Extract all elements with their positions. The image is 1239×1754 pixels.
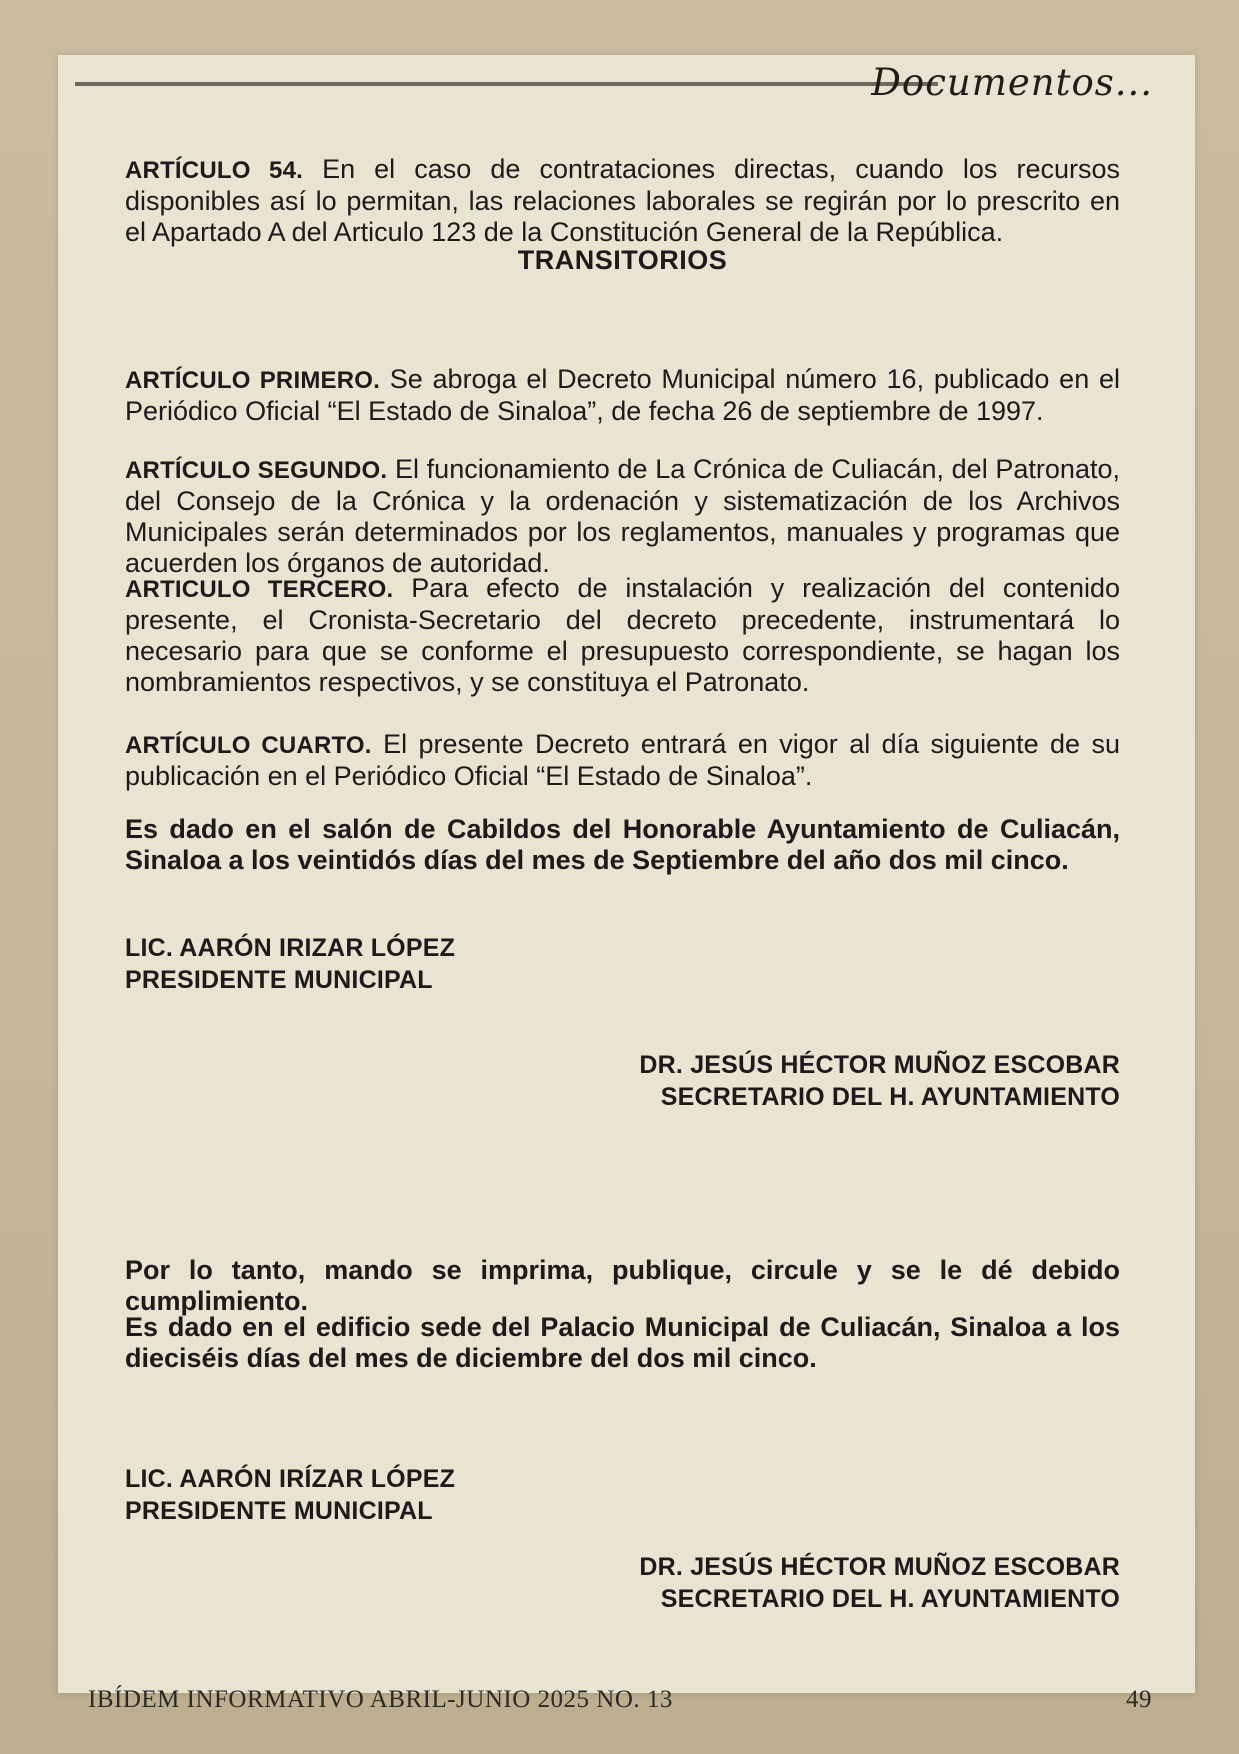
article-cuarto-text: El presente Decreto entrará en vigor al día siguiente de su publicación en el Periódico Oficial “El Estado de Sinaloa”. bbox=[125, 729, 1120, 791]
article-primero-label: ARTÍCULO PRIMERO. bbox=[125, 367, 380, 394]
article-primero-paragraph bbox=[125, 364, 1120, 427]
article-cuarto-paragraph bbox=[125, 729, 1120, 792]
signature-title: SECRETARIO DEL H. AYUNTAMIENTO bbox=[660, 1083, 1120, 1111]
signature-block-president-1 bbox=[125, 932, 1120, 996]
article-primero-text: Se abroga el Decreto Municipal número 16, publicado en el Periódico Oficial “El Estado de Sinaloa”, de fecha 26 de septiembre de 1997. bbox=[125, 364, 1120, 426]
signature-block-secretary-2 bbox=[125, 1551, 1120, 1615]
article-cuarto-label: ARTÍCULO CUARTO. bbox=[125, 732, 372, 759]
signature-name: LIC. AARÓN IRIZAR LÓPEZ bbox=[125, 934, 456, 962]
article-tercero-paragraph bbox=[125, 573, 1120, 698]
signature-name: DR. JESÚS HÉCTOR MUÑOZ ESCOBAR bbox=[639, 1553, 1120, 1581]
footer-journal-line: IBÍDEM INFORMATIVO ABRIL-JUNIO 2025 NO. 13 bbox=[88, 1686, 673, 1713]
article-tercero-label: ARTICULO TERCERO. bbox=[125, 576, 394, 603]
article-segundo-label: ARTÍCULO SEGUNDO. bbox=[125, 457, 388, 484]
header-rule bbox=[75, 82, 938, 86]
signature-title: SECRETARIO DEL H. AYUNTAMIENTO bbox=[660, 1585, 1120, 1613]
closing-paragraph-palacio: Es dado en el edificio sede del Palacio Municipal de Culiacán, Sinaloa a los dieciséis días del mes de diciembre del dos mil cinco. bbox=[125, 1312, 1120, 1373]
article-54-paragraph bbox=[125, 154, 1120, 248]
signature-name: DR. JESÚS HÉCTOR MUÑOZ ESCOBAR bbox=[639, 1051, 1120, 1079]
closing-paragraph-mandate: Por lo tanto, mando se imprima, publique, circule y se le dé debido cumplimiento. bbox=[125, 1255, 1120, 1316]
article-segundo-paragraph bbox=[125, 454, 1120, 579]
signature-title: PRESIDENTE MUNICIPAL bbox=[125, 966, 433, 994]
signature-title: PRESIDENTE MUNICIPAL bbox=[125, 1497, 433, 1525]
signature-name: LIC. AARÓN IRÍZAR LÓPEZ bbox=[125, 1465, 456, 1493]
article-tercero-text: Para efecto de instalación y realización del contenido presente, el Cronista-Secretario del decreto precedente, instrumentará lo necesario para que se conforme el presupuesto correspondiente, se hagan los nombramientos respectivos, y se constituya el Patronato. bbox=[125, 573, 1120, 697]
article-segundo-text: El funcionamiento de La Crónica de Culiacán, del Patronato, del Consejo de la Crónica y la ordenación y sistematización de los Archivos Municipales serán determinados por los reglamentos, manuales y programas que acuerden los órganos de autoridad. bbox=[125, 454, 1120, 578]
footer-page-number: 49 bbox=[1126, 1686, 1152, 1713]
page-header-title: Documentos... bbox=[871, 61, 1153, 104]
signature-block-secretary-1 bbox=[125, 1049, 1120, 1113]
document-page bbox=[58, 55, 1195, 1693]
article-54-label: ARTÍCULO 54. bbox=[125, 157, 303, 184]
section-heading-transitorios: TRANSITORIOS bbox=[517, 245, 728, 275]
closing-paragraph-salon: Es dado en el salón de Cabildos del Honorable Ayuntamiento de Culiacán, Sinaloa a los veintidós días del mes de Septiembre del año dos mil cinco. bbox=[125, 814, 1120, 875]
signature-block-president-2 bbox=[125, 1463, 1120, 1527]
footer bbox=[88, 1686, 1152, 1714]
article-54-text: En el caso de contrataciones directas, cuando los recursos disponibles así lo permitan, las relaciones laborales se regirán por lo prescrito en el Apartado A del Articulo 123 de la Constitución General de la República. bbox=[125, 154, 1120, 247]
